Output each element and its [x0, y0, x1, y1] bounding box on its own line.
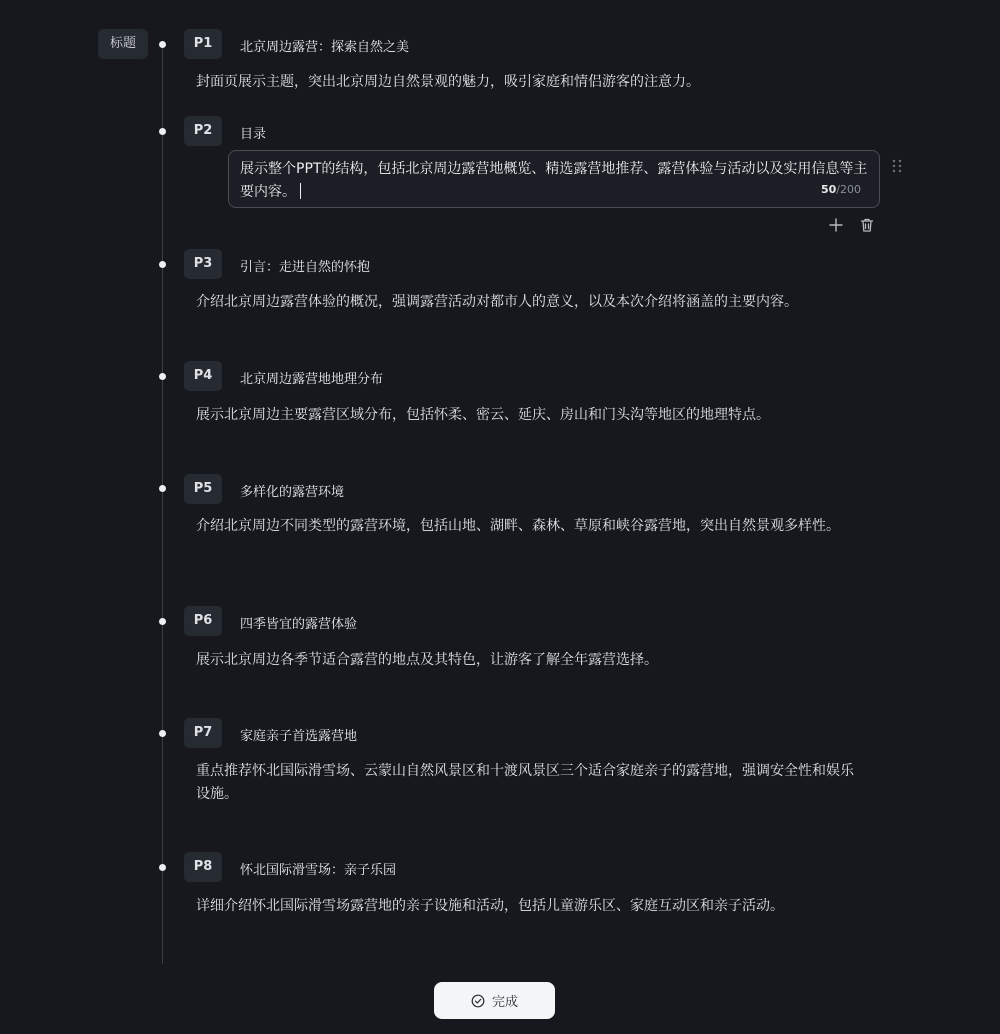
- slide-title[interactable]: 家庭亲子首选露营地: [240, 729, 358, 744]
- trash-icon[interactable]: [858, 216, 876, 234]
- slide-title[interactable]: 引言：走进自然的怀抱: [240, 260, 371, 275]
- slide-title[interactable]: 北京周边露营地地理分布: [240, 372, 384, 387]
- description-text: 展示整个PPT的结构，包括北京周边露营地概览、精选露营地推荐、露营体验与活动以及实用信息等主要内容。: [240, 161, 868, 200]
- timeline-dot: [159, 261, 166, 268]
- slide-number-badge: P2: [184, 116, 222, 146]
- slide-description[interactable]: 介绍北京周边露营体验的概况，强调露营活动对都市人的意义，以及本次介绍将涵盖的主要内容。: [196, 294, 798, 310]
- slide-description[interactable]: 介绍北京周边不同类型的露营环境，包括山地、湖畔、森林、草原和峡谷露营地，突出自然景观多样性。: [196, 518, 840, 534]
- slide-number-badge: P4: [184, 361, 222, 391]
- slide-description[interactable]: 详细介绍怀北国际滑雪场露营地的亲子设施和活动，包括儿童游乐区、家庭互动区和亲子活动。: [196, 898, 784, 914]
- slide-description[interactable]: 展示北京周边主要露营区域分布，包括怀柔、密云、延庆、房山和门头沟等地区的地理特点。: [196, 407, 770, 423]
- char-count: 50: [820, 183, 837, 196]
- char-max: /200: [836, 183, 861, 196]
- timeline-dot: [159, 485, 166, 492]
- description-textarea[interactable]: [240, 158, 870, 204]
- char-counter: [821, 183, 861, 196]
- slide-title[interactable]: 多样化的露营环境: [240, 485, 345, 500]
- timeline-dot: [159, 618, 166, 625]
- slide-number-badge: P7: [184, 718, 222, 748]
- slide-number-badge: P5: [184, 474, 222, 504]
- text-caret: [300, 183, 301, 199]
- drag-handle-icon[interactable]: [891, 158, 903, 174]
- check-circle-icon: [471, 994, 485, 1008]
- slide-number-badge: P3: [184, 249, 222, 279]
- timeline-line: [162, 44, 163, 964]
- slide-description[interactable]: 展示北京周边各季节适合露营的地点及其特色，让游客了解全年露营选择。: [196, 652, 658, 668]
- slide-number-badge: P1: [184, 29, 222, 59]
- plus-icon[interactable]: [827, 216, 845, 234]
- timeline-dot: [159, 864, 166, 871]
- slide-description[interactable]: 封面页展示主题，突出北京周边自然景观的魅力，吸引家庭和情侣游客的注意力。: [196, 74, 700, 90]
- section-label-title: 标题: [98, 29, 148, 59]
- done-button[interactable]: [434, 982, 555, 1019]
- timeline-dot: [159, 730, 166, 737]
- timeline-dot: [159, 128, 166, 135]
- slide-description-editor[interactable]: [228, 150, 880, 208]
- done-button-label: 完成: [491, 995, 518, 1010]
- slide-title[interactable]: 目录: [240, 127, 267, 142]
- slide-title[interactable]: 北京周边露营：探索自然之美: [240, 40, 410, 55]
- slide-number-badge: P8: [184, 852, 222, 882]
- slide-description[interactable]: 重点推荐怀北国际滑雪场、云蒙山自然风景区和十渡风景区三个适合家庭亲子的露营地，强调安全性和娱乐设施。: [196, 763, 854, 802]
- slide-title[interactable]: 四季皆宜的露营体验: [240, 617, 358, 632]
- timeline-dot: [159, 41, 166, 48]
- slide-number-badge: P6: [184, 606, 222, 636]
- slide-title[interactable]: 怀北国际滑雪场：亲子乐园: [240, 863, 397, 878]
- timeline-dot: [159, 373, 166, 380]
